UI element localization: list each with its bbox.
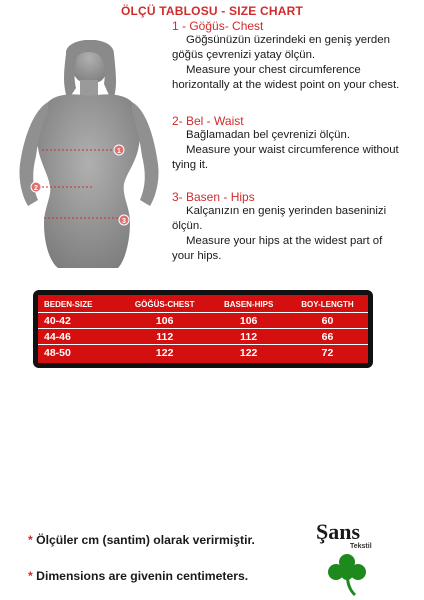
chest-tr-line-1: Göğsünüzün üzerindeki en geniş yerden <box>186 34 390 46</box>
hips-section <box>172 190 420 264</box>
header-length: BOY-LENGTH <box>301 300 354 309</box>
chest-en-line-1: Measure your chest circumference <box>186 64 361 76</box>
cell-hips: 122 <box>210 345 287 361</box>
chest-section <box>172 19 420 93</box>
page-title: ÖLÇÜ TABLOSU - SIZE CHART <box>120 4 304 18</box>
hips-heading: 3- Basen - Hips <box>172 190 255 204</box>
size-table-panel <box>38 295 368 363</box>
brand-logo-text: Şans <box>316 519 361 544</box>
marker-2-label: 2 <box>34 185 38 192</box>
cell-chest: 122 <box>119 345 210 361</box>
note-english <box>28 569 248 583</box>
waist-en-line-1: Measure your waist circumference without <box>186 144 399 156</box>
waist-tr-line-1: Bağlamadan bel çevrenizi ölçün. <box>186 129 350 141</box>
waist-section <box>172 114 420 173</box>
hips-tr-line-1: Kalçanızın en geniş yerinden baseninizi <box>186 205 387 217</box>
marker-3-label: 3 <box>122 218 126 225</box>
brand-logo-subtitle: Tekstil <box>350 543 372 550</box>
cell-length: 72 <box>287 345 368 361</box>
chest-en-line-2: horizontally at the widest point on your chest. <box>172 79 400 91</box>
note-turkish <box>28 533 255 547</box>
cell-hips: 112 <box>210 329 287 345</box>
size-table-frame <box>33 290 373 368</box>
table-row <box>38 313 368 329</box>
hips-tr-line-2: ölçün. <box>172 220 203 232</box>
cell-size: 40-42 <box>38 313 119 329</box>
marker-1-label: 1 <box>117 148 121 155</box>
header-hips: BASEN-HIPS <box>223 300 274 309</box>
hips-en-line-2: your hips. <box>172 250 222 262</box>
cell-length: 60 <box>287 313 368 329</box>
note-star: * <box>28 533 33 547</box>
hips-en-line-1: Measure your hips at the widest part of <box>186 235 383 247</box>
note-turkish-text: Ölçüler cm (santim) olarak verirmiştir. <box>36 533 255 547</box>
note-star: * <box>28 569 33 583</box>
cell-length: 66 <box>287 329 368 345</box>
table-row <box>38 345 368 361</box>
cell-size: 44-46 <box>38 329 119 345</box>
chest-heading: 1 - Göğüs- Chest <box>172 19 264 33</box>
size-table <box>38 295 368 360</box>
clover-icon <box>326 552 368 598</box>
waist-en-line-2: tying it. <box>172 159 209 171</box>
header-size: BEDEN-SIZE <box>44 300 93 309</box>
note-english-text: Dimensions are givenin centimeters. <box>36 569 249 583</box>
table-row <box>38 329 368 345</box>
cell-size: 48-50 <box>38 345 119 361</box>
size-table-header-row <box>38 295 368 313</box>
body-silhouette-figure <box>18 40 160 268</box>
chest-tr-line-2: göğüs çevrenizi yatay ölçün. <box>172 49 316 61</box>
cell-chest: 106 <box>119 313 210 329</box>
silhouette-torso <box>36 94 140 268</box>
waist-heading: 2- Bel - Waist <box>172 114 244 128</box>
cell-chest: 112 <box>119 329 210 345</box>
cell-hips: 106 <box>210 313 287 329</box>
header-chest: GÖĞÜS-CHEST <box>134 300 195 309</box>
